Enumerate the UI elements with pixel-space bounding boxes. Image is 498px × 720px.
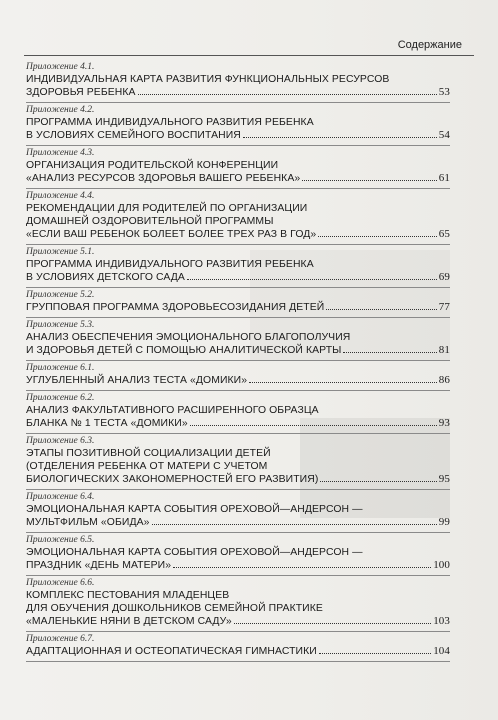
entry-title-line: РЕКОМЕНДАЦИИ ДЛЯ РОДИТЕЛЕЙ ПО ОРГАНИЗАЦИИ bbox=[26, 203, 308, 214]
page-number: 100 bbox=[433, 559, 450, 571]
appendix-number: Приложение 6.2. bbox=[26, 393, 95, 403]
page-number: 104 bbox=[433, 645, 450, 657]
entry-title-line: АНАЛИЗ ФАКУЛЬТАТИВНОГО РАСШИРЕННОГО ОБРАЗЦА bbox=[26, 405, 319, 416]
entry-title-line: И ЗДОРОВЬЯ ДЕТЕЙ С ПОМОЩЬЮ АНАЛИТИЧЕСКОЙ КАРТЫ bbox=[26, 345, 342, 356]
page-number: 54 bbox=[438, 129, 450, 141]
page-number: 81 bbox=[438, 344, 450, 356]
header-divider bbox=[24, 55, 474, 56]
toc-entry[interactable] bbox=[26, 391, 450, 434]
page-number: 77 bbox=[438, 301, 450, 313]
entry-title-line: ОРГАНИЗАЦИЯ РОДИТЕЛЬСКОЙ КОНФЕРЕНЦИИ bbox=[26, 160, 279, 171]
page-number: 103 bbox=[433, 615, 450, 627]
toc-entry[interactable] bbox=[26, 60, 450, 103]
page-number: 69 bbox=[438, 271, 450, 283]
dot-leader bbox=[343, 352, 436, 353]
entry-title-line: «ЕСЛИ ВАШ РЕБЕНОК БОЛЕЕТ БОЛЕЕ ТРЕХ РАЗ В ГОД» bbox=[26, 229, 317, 240]
entry-title-line: УГЛУБЛЕННЫЙ АНАЛИЗ ТЕСТА «ДОМИКИ» bbox=[26, 375, 248, 386]
dot-leader bbox=[318, 236, 437, 237]
entry-title-line: В УСЛОВИЯХ СЕМЕЙНОГО ВОСПИТАНИЯ bbox=[26, 130, 241, 141]
appendix-number: Приложение 4.2. bbox=[26, 105, 95, 115]
dot-leader bbox=[187, 279, 437, 280]
page-number: 65 bbox=[438, 228, 450, 240]
dot-leader bbox=[138, 94, 437, 95]
dot-leader bbox=[320, 481, 436, 482]
entry-title-line: В УСЛОВИЯХ ДЕТСКОГО САДА bbox=[26, 272, 185, 283]
appendix-number: Приложение 6.1. bbox=[26, 363, 95, 373]
entry-title-line: ГРУППОВАЯ ПРОГРАММА ЗДОРОВЬЕСОЗИДАНИЯ ДЕТЕЙ bbox=[26, 302, 325, 313]
toc-entry[interactable] bbox=[26, 434, 450, 490]
dot-leader bbox=[326, 309, 436, 310]
appendix-number: Приложение 5.2. bbox=[26, 290, 95, 300]
entry-title-line: БЛАНКА № 1 ТЕСТА «ДОМИКИ» bbox=[26, 418, 188, 429]
entry-title-line: ЗДОРОВЬЯ РЕБЕНКА bbox=[26, 87, 136, 98]
page-number: 53 bbox=[438, 86, 450, 98]
section-label: Содержание bbox=[397, 39, 462, 51]
dot-leader bbox=[152, 524, 437, 525]
toc-entry[interactable] bbox=[26, 576, 450, 632]
appendix-number: Приложение 5.3. bbox=[26, 320, 95, 330]
appendix-number: Приложение 4.3. bbox=[26, 148, 95, 158]
entry-title-line: МУЛЬТФИЛЬМ «ОБИДА» bbox=[26, 517, 150, 528]
toc-entry[interactable] bbox=[26, 490, 450, 533]
appendix-number: Приложение 4.4. bbox=[26, 191, 95, 201]
dot-leader bbox=[234, 623, 431, 624]
appendix-number: Приложение 6.6. bbox=[26, 578, 95, 588]
toc-entry[interactable] bbox=[26, 318, 450, 361]
toc-entry[interactable] bbox=[26, 245, 450, 288]
dot-leader bbox=[302, 180, 437, 181]
dot-leader bbox=[319, 653, 431, 654]
appendix-number: Приложение 6.7. bbox=[26, 634, 95, 644]
entry-title-line: ЭМОЦИОНАЛЬНАЯ КАРТА СОБЫТИЯ ОРЕХОВОЙ—АНДЕРСОН — bbox=[26, 547, 363, 558]
entry-title-line: ПРОГРАММА ИНДИВИДУАЛЬНОГО РАЗВИТИЯ РЕБЕНКА bbox=[26, 117, 314, 128]
entry-title-line: ПРАЗДНИК «ДЕНЬ МАТЕРИ» bbox=[26, 560, 172, 571]
dot-leader bbox=[243, 137, 437, 138]
page-number: 86 bbox=[438, 374, 450, 386]
appendix-number: Приложение 4.1. bbox=[26, 62, 95, 72]
entry-title-line: «АНАЛИЗ РЕСУРСОВ ЗДОРОВЬЯ ВАШЕГО РЕБЕНКА» bbox=[26, 173, 301, 184]
toc-entry[interactable] bbox=[26, 288, 450, 318]
entry-title-line: «МАЛЕНЬКИЕ НЯНИ В ДЕТСКОМ САДУ» bbox=[26, 616, 232, 627]
dot-leader bbox=[190, 425, 437, 426]
toc-entry[interactable] bbox=[26, 533, 450, 576]
page-number: 99 bbox=[438, 516, 450, 528]
appendix-number: Приложение 6.5. bbox=[26, 535, 95, 545]
entry-title-line: ДЛЯ ОБУЧЕНИЯ ДОШКОЛЬНИКОВ СЕМЕЙНОЙ ПРАКТИКЕ bbox=[26, 603, 323, 614]
toc-entry[interactable] bbox=[26, 632, 450, 662]
appendix-number: Приложение 5.1. bbox=[26, 247, 95, 257]
entry-title-line: БИОЛОГИЧЕСКИХ ЗАКОНОМЕРНОСТЕЙ ЕГО РАЗВИТИЯ) bbox=[26, 474, 319, 485]
entry-title-line: ИНДИВИДУАЛЬНАЯ КАРТА РАЗВИТИЯ ФУНКЦИОНАЛЬНЫХ РЕСУРСОВ bbox=[26, 74, 390, 85]
table-of-contents bbox=[26, 60, 450, 662]
toc-entry[interactable] bbox=[26, 361, 450, 391]
dot-leader bbox=[173, 567, 431, 568]
entry-title-line: ДОМАШНЕЙ ОЗДОРОВИТЕЛЬНОЙ ПРОГРАММЫ bbox=[26, 216, 274, 227]
page-header bbox=[0, 0, 498, 54]
page-number: 93 bbox=[438, 417, 450, 429]
page-number: 61 bbox=[438, 172, 450, 184]
entry-title-line: АДАПТАЦИОННАЯ И ОСТЕОПАТИЧЕСКАЯ ГИМНАСТИКИ bbox=[26, 646, 317, 657]
entry-title-line: АНАЛИЗ ОБЕСПЕЧЕНИЯ ЭМОЦИОНАЛЬНОГО БЛАГОПОЛУЧИЯ bbox=[26, 332, 351, 343]
dot-leader bbox=[249, 382, 437, 383]
toc-entry[interactable] bbox=[26, 103, 450, 146]
entry-title-line: КОМПЛЕКС ПЕСТОВАНИЯ МЛАДЕНЦЕВ bbox=[26, 590, 230, 601]
page-number: 95 bbox=[438, 473, 450, 485]
entry-title-line: ЭТАПЫ ПОЗИТИВНОЙ СОЦИАЛИЗАЦИИ ДЕТЕЙ bbox=[26, 448, 271, 459]
toc-entry[interactable] bbox=[26, 189, 450, 245]
toc-entry[interactable] bbox=[26, 146, 450, 189]
appendix-number: Приложение 6.4. bbox=[26, 492, 95, 502]
entry-title-line: ПРОГРАММА ИНДИВИДУАЛЬНОГО РАЗВИТИЯ РЕБЕНКА bbox=[26, 259, 314, 270]
appendix-number: Приложение 6.3. bbox=[26, 436, 95, 446]
entry-title-line: (ОТДЕЛЕНИЯ РЕБЕНКА ОТ МАТЕРИ С УЧЕТОМ bbox=[26, 461, 268, 472]
entry-title-line: ЭМОЦИОНАЛЬНАЯ КАРТА СОБЫТИЯ ОРЕХОВОЙ—АНДЕРСОН — bbox=[26, 504, 363, 515]
